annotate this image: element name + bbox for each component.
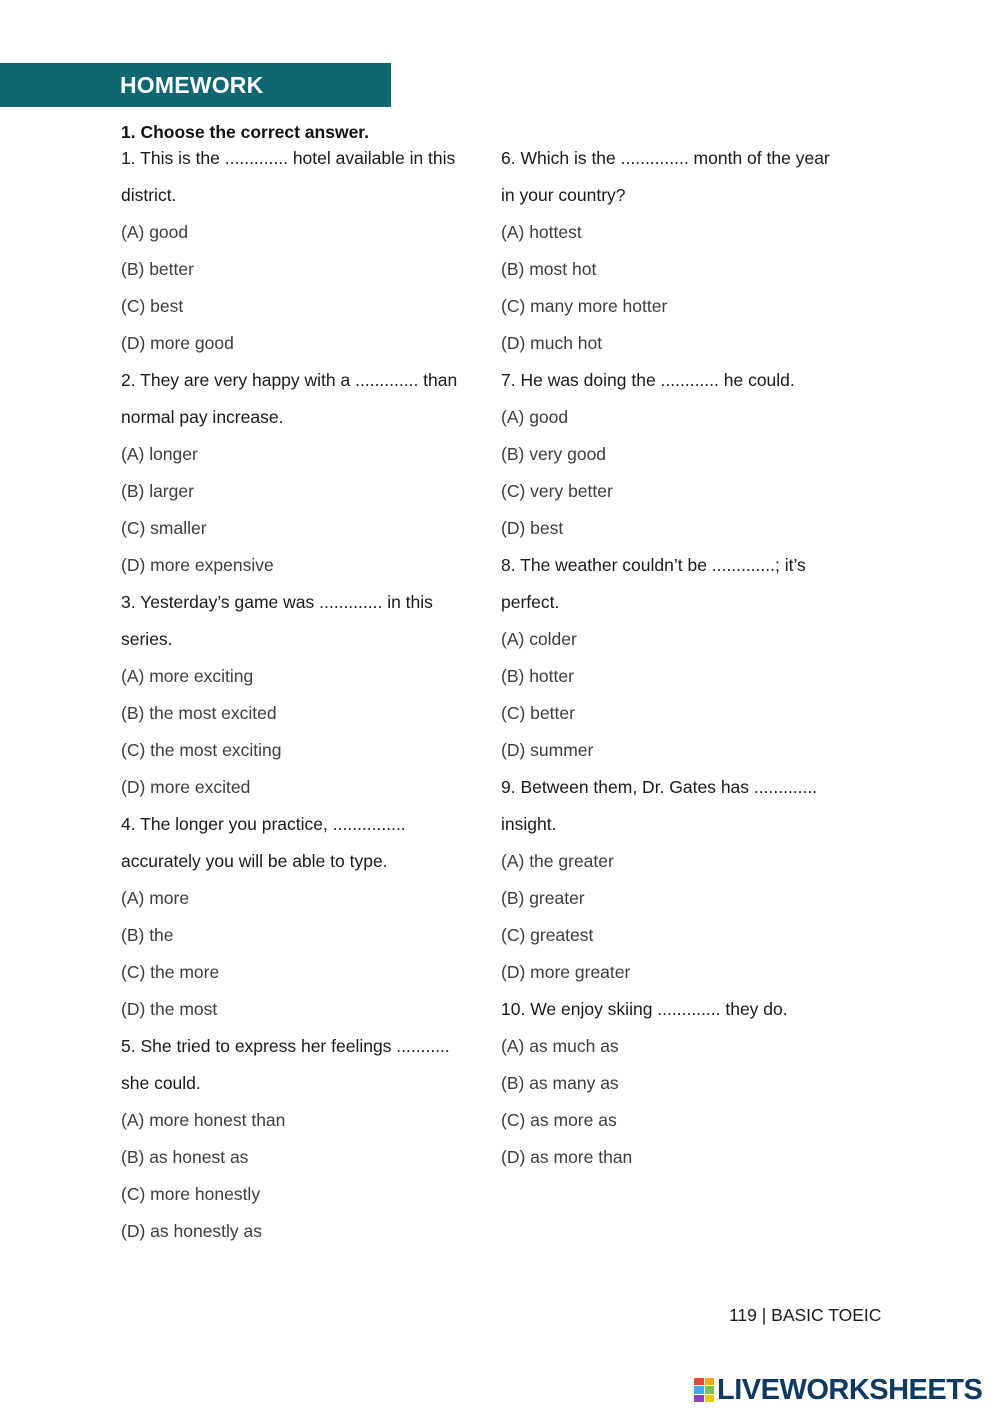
answer-option: (B) the most excited <box>121 703 277 723</box>
answer-option: (C) many more hotter <box>501 296 668 316</box>
answer-option: (D) more good <box>121 333 234 353</box>
page-title: HOMEWORK <box>120 72 264 98</box>
logo-tile <box>705 1386 715 1393</box>
answer-option: (C) better <box>501 703 575 723</box>
answer-option: (A) as much as <box>501 1036 619 1056</box>
question-text: district. <box>121 185 177 205</box>
answer-option: (C) as more as <box>501 1110 617 1130</box>
answer-option: (C) more honestly <box>121 1184 261 1204</box>
answer-option: (C) very better <box>501 481 613 501</box>
answer-option: (D) more greater <box>501 962 631 982</box>
question-text: 3. Yesterday’s game was ............. in this <box>121 592 433 612</box>
answer-option: (D) more excited <box>121 777 251 797</box>
question-text: 5. She tried to express her feelings ........... <box>121 1036 450 1056</box>
answer-option: (D) the most <box>121 999 218 1019</box>
answer-option: (A) colder <box>501 629 577 649</box>
answer-option: (B) better <box>121 259 194 279</box>
answer-option: (B) the <box>121 925 174 945</box>
question-text: perfect. <box>501 592 560 612</box>
logo-tile <box>694 1395 704 1402</box>
answer-option: (D) more expensive <box>121 555 274 575</box>
answer-option: (B) larger <box>121 481 194 501</box>
logo-tile <box>694 1386 704 1393</box>
answer-option: (C) smaller <box>121 518 207 538</box>
answer-option: (B) greater <box>501 888 585 908</box>
answer-option: (A) hottest <box>501 222 582 242</box>
answer-option: (D) summer <box>501 740 594 760</box>
logo-tile <box>705 1395 715 1402</box>
question-text: 4. The longer you practice, ............... <box>121 814 406 834</box>
answer-option: (C) best <box>121 296 184 316</box>
answer-option: (D) as more than <box>501 1147 633 1167</box>
answer-option: (A) good <box>501 407 569 427</box>
page-number-footer: 119 | BASIC TOEIC <box>729 1305 882 1325</box>
answer-option: (B) most hot <box>501 259 597 279</box>
question-text: series. <box>121 629 173 649</box>
question-text: 6. Which is the .............. month of the year <box>501 148 830 168</box>
question-text: 2. They are very happy with a ............. than <box>121 370 458 390</box>
answer-option: (B) as honest as <box>121 1147 249 1167</box>
answer-option: (A) more honest than <box>121 1110 286 1130</box>
answer-option: (A) good <box>121 222 189 242</box>
logo-tile <box>694 1378 704 1385</box>
right-question-column <box>501 140 881 1176</box>
question-text: 8. The weather couldn’t be .............; it’s <box>501 555 806 575</box>
liveworksheets-wordmark: LIVEWORKSHEETS <box>717 1373 983 1406</box>
exercise-instruction: 1. Choose the correct answer. <box>121 122 370 142</box>
answer-option: (B) hotter <box>501 666 574 686</box>
liveworksheets-logo-icon <box>694 1378 714 1402</box>
answer-option: (A) more <box>121 888 190 908</box>
answer-option: (C) greatest <box>501 925 594 945</box>
answer-option: (A) more exciting <box>121 666 254 686</box>
homework-banner <box>0 63 391 107</box>
answer-option: (B) very good <box>501 444 607 464</box>
question-text: in your country? <box>501 185 626 205</box>
left-question-column <box>121 140 486 1250</box>
question-text: she could. <box>121 1073 201 1093</box>
liveworksheets-watermark <box>694 1372 982 1408</box>
answer-option: (A) longer <box>121 444 198 464</box>
answer-option: (A) the greater <box>501 851 614 871</box>
question-text: 1. This is the ............. hotel available in this <box>121 148 456 168</box>
answer-option: (C) the most exciting <box>121 740 282 760</box>
question-text: insight. <box>501 814 557 834</box>
logo-tile <box>705 1378 715 1385</box>
question-text: 10. We enjoy skiing ............. they do. <box>501 999 788 1019</box>
answer-option: (D) as honestly as <box>121 1221 263 1241</box>
answer-option: (B) as many as <box>501 1073 619 1093</box>
question-text: accurately you will be able to type. <box>121 851 388 871</box>
answer-option: (D) much hot <box>501 333 603 353</box>
question-text: 9. Between them, Dr. Gates has ............. <box>501 777 818 797</box>
question-text: 7. He was doing the ............ he could. <box>501 370 795 390</box>
question-text: normal pay increase. <box>121 407 284 427</box>
answer-option: (C) the more <box>121 962 220 982</box>
answer-option: (D) best <box>501 518 564 538</box>
